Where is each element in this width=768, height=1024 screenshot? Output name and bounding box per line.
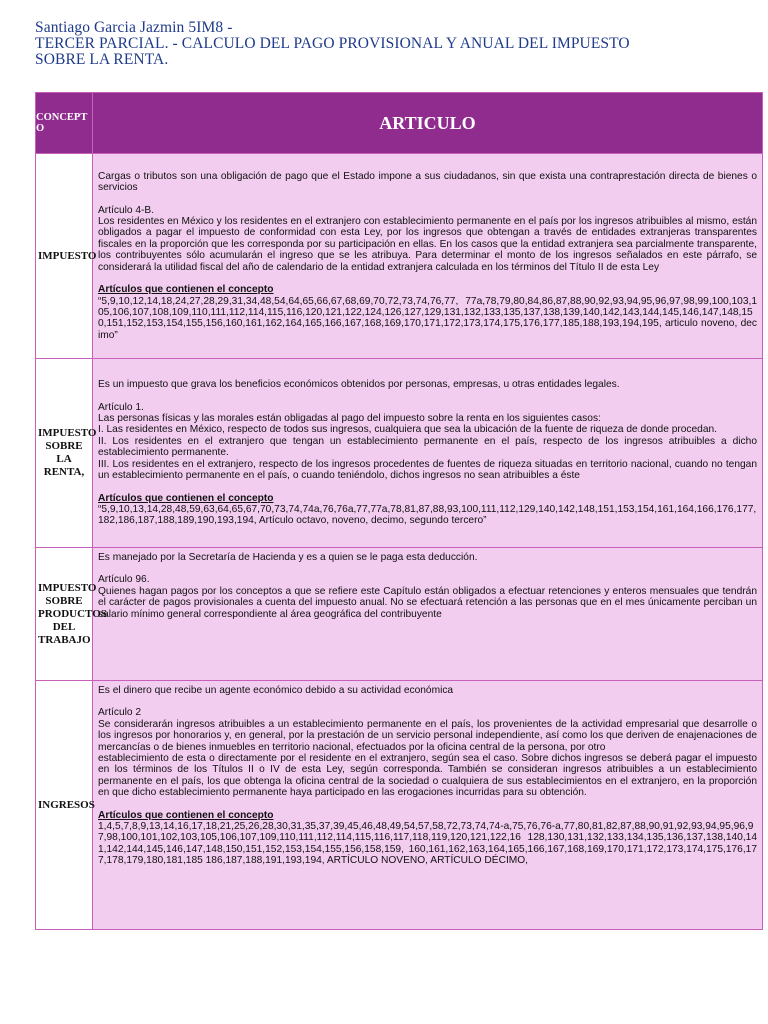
table-row — [36, 359, 763, 548]
article-title: Artículo 2 — [98, 707, 142, 719]
header-concept: CONCEPTO — [36, 93, 93, 154]
articles-list: “5,9,10,13,14,28,48,59,63,64,65,67,70,73,74,74a,76,76a,77,77a,78,81,87,88,93,100,111,112,129,140,142,148,151,153,154,161,164,166,176,177,182,186,187,188,189,190,193,194, Artículo octavo, noveno, decimo, segundo tercero” — [98, 503, 757, 527]
article-title: Artículo 4-B. — [98, 204, 155, 216]
article-cell — [93, 154, 763, 359]
article-text: Se considerarán ingresos atribuibles a un establecimiento permanente en el país, los provenientes de la actividad empresarial que desarrolle o los ingresos por honorarios y, en general, por la prestación de un servicio personal independiente, así como los que deriven de enajenaciones de mercancías o de bienes inmuebles en territorio nacional, efectuados por la oficina central de la persona, por otro establecimiento de esta o directamente por el residente en el extranjero, según sea el caso. Sobre dichos ingresos se deberá pagar el impuesto en los términos de los Títulos II o IV de esta Ley, según corresponda. También se consideran ingresos atribuibles a un establecimiento permanente en el país, los que obtenga la oficina central de la sociedad o cualquiera de sus establecimientos en el extranjero, en la proporción en que dicho establecimiento permanente haya participado en las erogaciones incurridas para su obtención. — [98, 718, 757, 799]
table-row — [36, 681, 763, 930]
article-title: Artículo 96. — [98, 574, 150, 586]
table-row — [36, 548, 763, 681]
articles-label: Artículos que contienen el concepto — [98, 284, 274, 296]
title-line-exam: TERCER PARCIAL. - CALCULO DEL PAGO PROVISIONAL Y ANUAL DEL IMPUESTO — [35, 35, 630, 52]
definition-text: Es manejado por la Secretaría de Hacienda y es a quien se le paga esta deducción. — [98, 552, 478, 563]
article-cell — [93, 359, 763, 548]
articles-list: “5,9,10,12,14,18,24,27,28,29,31,34,48,54,64,65,66,67,68,69,70,72,73,74,76,77, 77a,78,79,80,84,86,87,88,90,92,93,94,95,96,97,98,99,100,103,105,106,107,108,109,110,111,112,114,115,116,120,121,122,124,126,127,129,131,132,133,135,137,138,139,140,142,143,144,145,146,147,148,150,151,152,153,154,155,156,160,161,162,164,165,166,167,168,169,170,171,172,173,174,175,176,177,185,188,193,194,195, articulo noveno, decimo” — [98, 295, 757, 341]
definition-text: Cargas o tributos son una obligación de pago que el Estado impone a sus ciudadanos, sin que exista una contraprestación directa de bienes o servicios — [98, 170, 757, 194]
concept-cell: IMPUESTO SOBRE PRODUCTOS DEL TRABAJO — [36, 548, 93, 681]
article-cell — [93, 681, 763, 930]
article-text: Las personas físicas y las morales están obligadas al pago del impuesto sobre la renta en los siguientes casos: I. Las residentes en México, respecto de todos sus ingresos, cualquiera que sea la ubicación de la fuente de riqueza de donde procedan. II. Los residentes en el extranjero que tengan un establecimiento permanente en el país, respecto de los ingresos atribuibles a dicho establecimiento permanente. III. Los residentes en el extranjero, respecto de los ingresos procedentes de fuentes de riqueza situadas en territorio nacional, cuando no tengan un establecimiento permanente en el país, o cuando teniéndolo, dichos ingresos no sean atribuibles a éste — [98, 413, 757, 482]
concept-cell: IMPUESTO — [36, 154, 93, 359]
concepts-table — [35, 92, 763, 930]
table-header-row — [36, 93, 763, 154]
article-title: Artículo 1. — [98, 401, 144, 413]
document-title — [35, 20, 735, 68]
definition-text: Es el dinero que recibe un agente económico debido a su actividad económica — [98, 685, 454, 696]
concept-cell: IMPUESTO SOBRE LA RENTA, — [36, 359, 93, 548]
articles-list: 1,4,5,7,8,9,13,14,16,17,18,21,25,26,28,30,31,35,37,39,45,46,48,49,54,57,58,72,73,74,74-a,75,76,76-a,77,80,81,82,87,88,90,91,92,93,94,95,96,97,98,100,101,102,103,105,106,107,109,110,111,112,114,115,116,117,118,119,120,121,122,16 128,130,131,132,133,134,135,136,137,138,140,141,142,144,145,146,147,148,150,151,152,153,154,155,156,158,159, 160,161,162,163,164,165,166,167,168,169,170,171,172,173,174,175,176,177,178,179,180,181,185 186,187,188,191,193,194, ARTÍCULO NOVENO, ARTÍCULO DÉCIMO, — [98, 821, 757, 867]
title-line-author: Santiago Garcia Jazmin 5IM8 - — [35, 19, 233, 36]
title-line-subject: SOBRE LA RENTA. — [35, 51, 169, 68]
article-cell — [93, 548, 763, 681]
header-articulo: ARTICULO — [93, 93, 763, 154]
concept-cell: INGRESOS — [36, 681, 93, 930]
table-row — [36, 154, 763, 359]
article-text: Quienes hagan pagos por los conceptos a que se refiere este Capítulo están obligados a efectuar retenciones y enteros mensuales que tendrán el carácter de pagos provisionales a cuenta del impuesto anual. No se efectuará retención a las personas que en el mes únicamente perciban un salario mínimo general correspondiente al área geográfica del contribuyente — [98, 585, 757, 620]
articles-label: Artículos que contienen el concepto — [98, 809, 274, 821]
definition-text: Es un impuesto que grava los beneficios económicos obtenidos por personas, empresas, u otras entidades legales. — [98, 379, 620, 391]
articles-label: Artículos que contienen el concepto — [98, 492, 274, 504]
article-text: Los residentes en México y los residentes en el extranjero con establecimiento permanente en el país por los ingresos atribuibles al mismo, están obligados a pagar el impuesto de conformidad con esta Ley, por los ingresos que obtengan a través de entidades extranjeras transparentes fiscales en la proporción que les corresponda por su participación en ellas. En los casos que la entidad extranjera sea parcialmente transparente, los contribuyentes sólo acumularán el ingreso que se les atribuya. Para determinar el monto de los ingresos señalados en este párrafo, se considerará la utilidad fiscal del año de calendario de la entidad extranjera calculada en los términos del Título II de esta Ley — [98, 216, 757, 273]
